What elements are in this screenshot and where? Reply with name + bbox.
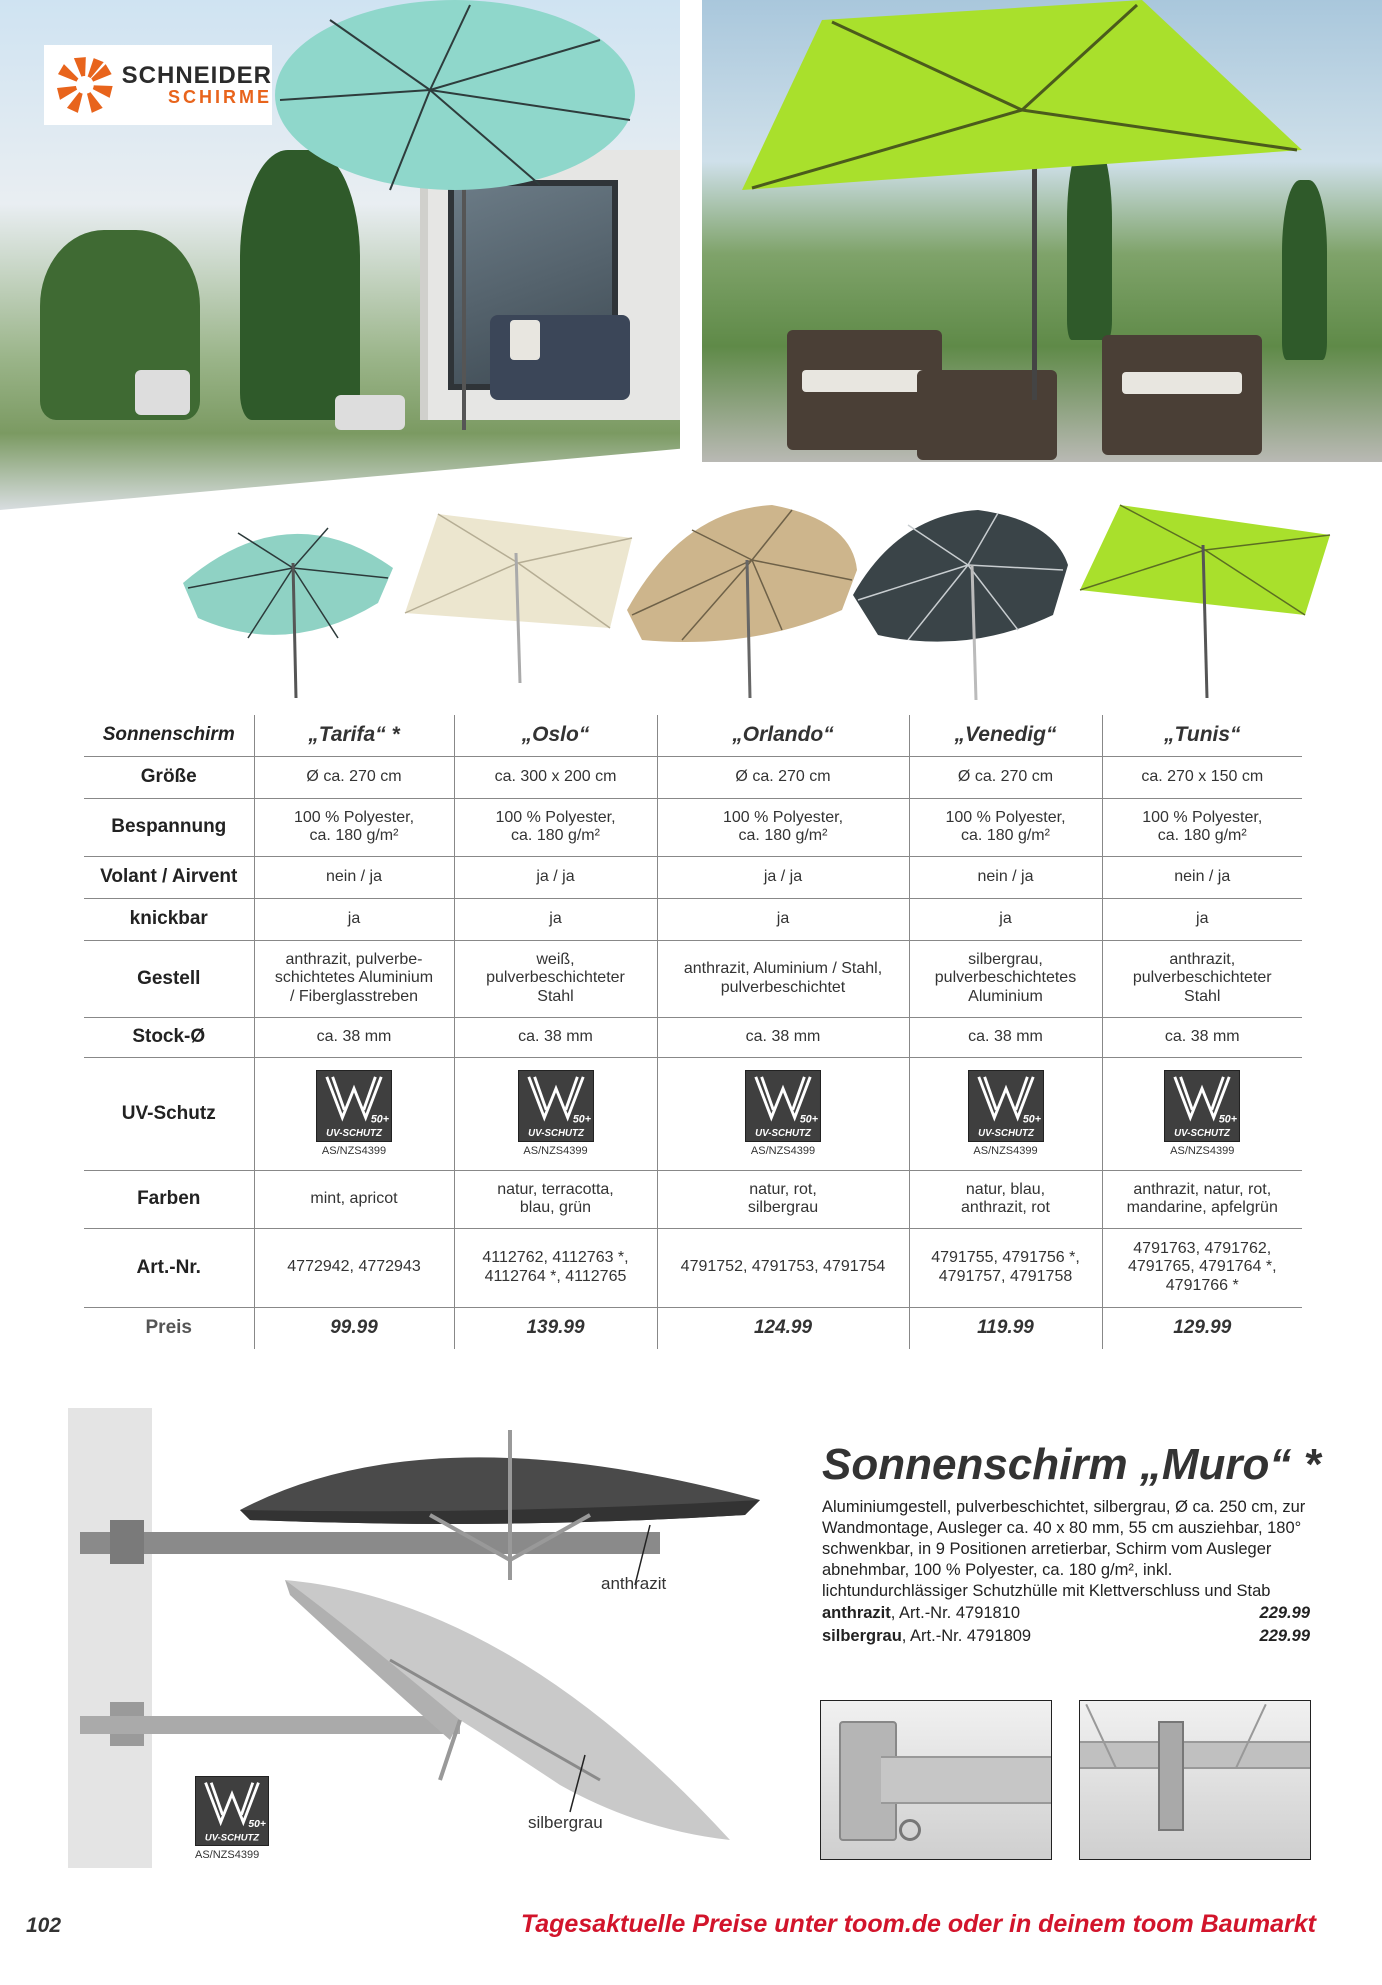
svg-text:50+: 50+ [248, 1819, 266, 1831]
row-label: Stock-Ø [132, 1026, 206, 1048]
table-cell: 4772942, 4772943 [254, 1228, 454, 1307]
table-cell [657, 1057, 909, 1170]
muro-description: Aluminiumgestell, pulverbeschichtet, silbergrau, Ø ca. 250 cm, zur Wandmontage, Ausleger ca. 40 x 80 mm, 55 cm ausziehbar, 180° schwenkbar, in 9 Positionen arretierbar, Schirm vom Ausleger abnehmbar, 100 % Polyester, ca. 180 g/m², inkl. lichtundurchlässiger Schutzhülle mit Klettverschluss und Stab [822, 1498, 1306, 1601]
table-row [84, 1017, 1302, 1057]
product-name-venedig: „Venedig“ [909, 715, 1102, 756]
variant-color: anthrazit [822, 1604, 891, 1622]
table-cell: 4791755, 4791756 *, 4791757, 4791758 [909, 1228, 1102, 1307]
table-row [84, 898, 1302, 940]
table-cell: anthrazit, pulverbe- schichtetes Aluminium / Fiberglasstreben [254, 940, 454, 1017]
uv-code: AS/NZS4399 [750, 1144, 816, 1157]
price-tunis: 129.99 [1102, 1307, 1302, 1349]
muro-title: Sonnenschirm „Muro“ * [822, 1440, 1321, 1489]
row-label: Art.-Nr. [136, 1256, 201, 1278]
table-cell: natur, terracotta, blau, grün [454, 1170, 657, 1228]
brand-name: SCHNEIDER [121, 62, 272, 89]
table-cell: 100 % Polyester, ca. 180 g/m² [254, 798, 454, 856]
row-label: knickbar [129, 908, 208, 930]
table-cell: 100 % Polyester, ca. 180 g/m² [909, 798, 1102, 856]
table-cell: weiß, pulverbeschichteter Stahl [454, 940, 657, 1017]
table-cell: ja [1102, 898, 1302, 940]
product-name-oslo: „Oslo“ [454, 715, 657, 756]
table-cell [1102, 1057, 1302, 1170]
uv-code: AS/NZS4399 [195, 1849, 260, 1861]
price-venedig: 119.99 [909, 1307, 1102, 1349]
label-silbergrau: silbergrau [528, 1813, 603, 1832]
uv-code: AS/NZS4399 [321, 1144, 387, 1157]
table-cell: ca. 38 mm [254, 1017, 454, 1057]
table-header-row [84, 715, 1302, 756]
uv-code: AS/NZS4399 [523, 1144, 588, 1157]
product-image-venedig [848, 505, 1073, 700]
table-cell: ja [657, 898, 909, 940]
label-anthrazit: anthrazit [601, 1574, 667, 1593]
detail-image-wall-mount [820, 1700, 1052, 1860]
product-image-oslo [400, 508, 638, 698]
svg-text:UV-SCHUTZ: UV-SCHUTZ [527, 1127, 584, 1139]
table-cell: natur, rot, silbergrau [657, 1170, 909, 1228]
table-cell: 100 % Polyester, ca. 180 g/m² [1102, 798, 1302, 856]
product-image-tarifa [178, 508, 398, 698]
uv-protection-icon [1164, 1070, 1240, 1142]
svg-text:UV-SCHUTZ: UV-SCHUTZ [755, 1127, 811, 1139]
table-cell: anthrazit, pulverbeschichteter Stahl [1102, 940, 1302, 1017]
table-cell: nein / ja [1102, 856, 1302, 898]
uv-code: AS/NZS4399 [973, 1144, 1038, 1157]
brand-sub: SCHIRME [167, 87, 272, 107]
table-cell: mint, apricot [254, 1170, 454, 1228]
table-row [84, 940, 1302, 1017]
table-row [84, 798, 1302, 856]
table-row [84, 756, 1302, 798]
uv-protection-icon [316, 1070, 392, 1142]
row-label: Gestell [137, 967, 201, 989]
svg-text:UV-SCHUTZ: UV-SCHUTZ [204, 1832, 260, 1844]
uv-protection-icon [968, 1070, 1044, 1142]
muro-umbrella-image [80, 1420, 780, 1870]
row-label: Größe [140, 766, 197, 788]
variant-color: silbergrau [822, 1627, 902, 1645]
variant-art: , Art.-Nr. 4791809 [901, 1627, 1032, 1645]
table-cell [454, 1057, 657, 1170]
price-orlando: 124.99 [657, 1307, 909, 1349]
svg-text:50+: 50+ [1022, 1113, 1041, 1126]
table-cell [254, 1057, 454, 1170]
table-cell: ca. 38 mm [1102, 1017, 1302, 1057]
table-cell: 4791752, 4791753, 4791754 [657, 1228, 909, 1307]
table-cell: natur, blau, anthrazit, rot [909, 1170, 1102, 1228]
table-cell: anthrazit, natur, rot, mandarine, apfelgrün [1102, 1170, 1302, 1228]
product-name-tarifa: „Tarifa“ * [254, 715, 454, 756]
svg-text:50+: 50+ [370, 1113, 389, 1126]
variant-price: 229.99 [1259, 1604, 1310, 1622]
row-label: Volant / Airvent [100, 866, 238, 888]
table-header-label: Sonnenschirm [102, 724, 235, 746]
product-name-orlando: „Orlando“ [657, 715, 909, 756]
table-cell: anthrazit, Aluminium / Stahl, pulverbeschichtet [657, 940, 909, 1017]
table-row [84, 1057, 1302, 1170]
table-cell: nein / ja [254, 856, 454, 898]
price-tarifa: 99.99 [254, 1307, 454, 1349]
table-cell: Ø ca. 270 cm [909, 756, 1102, 798]
table-cell: Ø ca. 270 cm [657, 756, 909, 798]
hero-photo-tunis [702, 0, 1382, 462]
product-image-orlando [622, 500, 862, 700]
svg-text:UV-SCHUTZ: UV-SCHUTZ [326, 1127, 382, 1139]
row-label: Preis [145, 1317, 192, 1339]
table-cell: ja [254, 898, 454, 940]
table-cell [909, 1057, 1102, 1170]
detail-image-joint [1079, 1700, 1311, 1860]
row-label: Bespannung [111, 816, 227, 838]
uv-protection-icon [745, 1070, 821, 1142]
table-cell: ja / ja [657, 856, 909, 898]
table-cell: ja [909, 898, 1102, 940]
svg-text:UV-SCHUTZ: UV-SCHUTZ [977, 1127, 1034, 1139]
table-cell: 4791763, 4791762, 4791765, 4791764 *, 4791766 * [1102, 1228, 1302, 1307]
table-cell: ca. 38 mm [657, 1017, 909, 1057]
table-cell: ca. 38 mm [909, 1017, 1102, 1057]
table-cell: ca. 300 x 200 cm [454, 756, 657, 798]
table-cell: ja [454, 898, 657, 940]
svg-text:UV-SCHUTZ: UV-SCHUTZ [1174, 1127, 1231, 1139]
table-row [84, 1170, 1302, 1228]
table-row [84, 856, 1302, 898]
price-row [84, 1307, 1302, 1349]
svg-text:50+: 50+ [1219, 1113, 1238, 1126]
table-cell: 4112762, 4112763 *, 4112764 *, 4112765 [454, 1228, 657, 1307]
table-cell: 100 % Polyester, ca. 180 g/m² [454, 798, 657, 856]
row-label: Farben [137, 1188, 201, 1210]
svg-text:50+: 50+ [572, 1113, 591, 1126]
page-number: 102 [26, 1914, 62, 1937]
variant-price: 229.99 [1259, 1627, 1310, 1645]
product-image-tunis [1075, 500, 1335, 700]
row-label: UV-Schutz [121, 1102, 216, 1124]
uv-protection-icon [195, 1776, 269, 1846]
price-oslo: 139.99 [454, 1307, 657, 1349]
footer-text: Tagesaktuelle Preise unter toom.de oder in deinem toom Baumarkt [520, 1910, 1316, 1938]
table-row [84, 1228, 1302, 1307]
uv-protection-icon [518, 1070, 594, 1142]
uv-code: AS/NZS4399 [1170, 1144, 1235, 1157]
variant-silbergrau [822, 1627, 1312, 1646]
table-cell: silbergrau, pulverbeschichtetes Aluminium [909, 940, 1102, 1017]
sun-logo-icon [56, 56, 114, 114]
table-cell: Ø ca. 270 cm [254, 756, 454, 798]
product-name-tunis: „Tunis“ [1102, 715, 1302, 756]
table-cell: nein / ja [909, 856, 1102, 898]
table-cell: ja / ja [454, 856, 657, 898]
table-cell: 100 % Polyester, ca. 180 g/m² [657, 798, 909, 856]
brand-logo [44, 45, 272, 125]
variant-art: , Art.-Nr. 4791810 [890, 1604, 1021, 1622]
muro-uv-badge [195, 1776, 269, 1861]
table-cell: ca. 38 mm [454, 1017, 657, 1057]
table-cell: ca. 270 x 150 cm [1102, 756, 1302, 798]
variant-anthrazit [822, 1604, 1312, 1623]
svg-text:50+: 50+ [799, 1113, 818, 1126]
spec-table [84, 715, 1302, 1349]
